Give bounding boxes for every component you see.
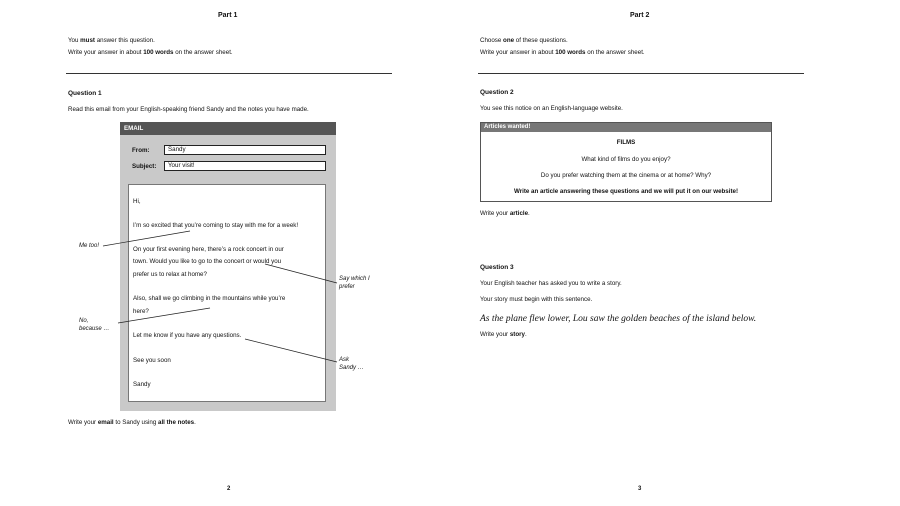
note-me-too: Me too! [79, 243, 100, 249]
notice-header [481, 123, 771, 132]
email-line: town. Would you like to go to the concert or would you [133, 258, 282, 265]
question-intro: You see this notice on an English-language website. [480, 105, 623, 112]
note-line: Ask [339, 357, 350, 363]
question-heading: Question 2 [480, 89, 514, 96]
story-opening-sentence: As the plane flew lower, Lou saw the golden beaches of the island below. [480, 314, 757, 324]
email-line: Let me know if you have any questions. [133, 332, 242, 339]
note-line: No, [79, 318, 89, 324]
email-line: Hi, [133, 198, 141, 205]
task-instruction: Write your story. [480, 331, 527, 338]
note-line: prefer [339, 283, 355, 290]
note-ask-sandy [339, 357, 364, 372]
email-line: prefer us to relax at home? [133, 271, 207, 278]
question-line: Your story must begin with this sentence. [480, 296, 593, 303]
subject-field: Your visit! [164, 161, 326, 171]
email-line: On your first evening here, there’s a rock concert in our [133, 246, 284, 253]
note-line: Say which I [339, 276, 370, 282]
instruction-line: You must answer this question. [68, 37, 155, 44]
page-number: 3 [638, 486, 642, 492]
notice-title: FILMS [616, 139, 636, 146]
note-no-because [79, 318, 109, 333]
email-line: Also, shall we go climbing in the mountains while you’re [133, 295, 286, 302]
part-title: Part 1 [218, 12, 238, 19]
question-heading: Question 3 [480, 264, 514, 271]
note-line: because … [79, 325, 110, 332]
subject-label: Subject: [132, 163, 157, 170]
email-line: here? [133, 308, 149, 315]
notice-line: What kind of films do you enjoy? [581, 156, 671, 163]
question-intro: Read this email from your English-speaking friend Sandy and the notes you have made. [68, 106, 309, 113]
annotation-line [103, 231, 190, 246]
annotation-line [265, 264, 337, 283]
email-line: See you soon [133, 357, 171, 364]
note-line: Sandy … [339, 364, 364, 371]
instruction-line: Choose one of these questions. [480, 37, 568, 44]
page-right [450, 0, 900, 506]
instruction-line: Write your answer in about 100 words on the answer sheet. [480, 49, 645, 56]
notice-header-label: Articles wanted! [484, 124, 531, 130]
part-title: Part 2 [630, 12, 650, 19]
from-label: From: [132, 147, 150, 154]
notice-box [480, 122, 772, 202]
instruction-line: Write your answer in about 100 words on the answer sheet. [68, 49, 233, 56]
email-line: Sandy [133, 381, 151, 388]
annotation-line [118, 308, 210, 323]
question-heading: Question 1 [68, 90, 102, 97]
email-line: I’m so excited that you’re coming to stay with me for a week! [133, 222, 299, 229]
annotation-line [245, 339, 337, 362]
task-instruction: Write your email to Sandy using all the notes. [68, 419, 196, 426]
notice-line: Write an article answering these questions and we will put it on our website! [513, 188, 739, 195]
task-instruction: Write your article. [480, 210, 530, 217]
notice-line: Do you prefer watching them at the cinema or at home? Why? [540, 172, 712, 179]
note-say-which [339, 276, 370, 291]
question-line: Your English teacher has asked you to write a story. [480, 280, 622, 287]
divider [478, 73, 804, 74]
email-header-label: EMAIL [124, 125, 144, 132]
from-field: Sandy [164, 145, 326, 155]
page-number: 2 [227, 486, 231, 492]
